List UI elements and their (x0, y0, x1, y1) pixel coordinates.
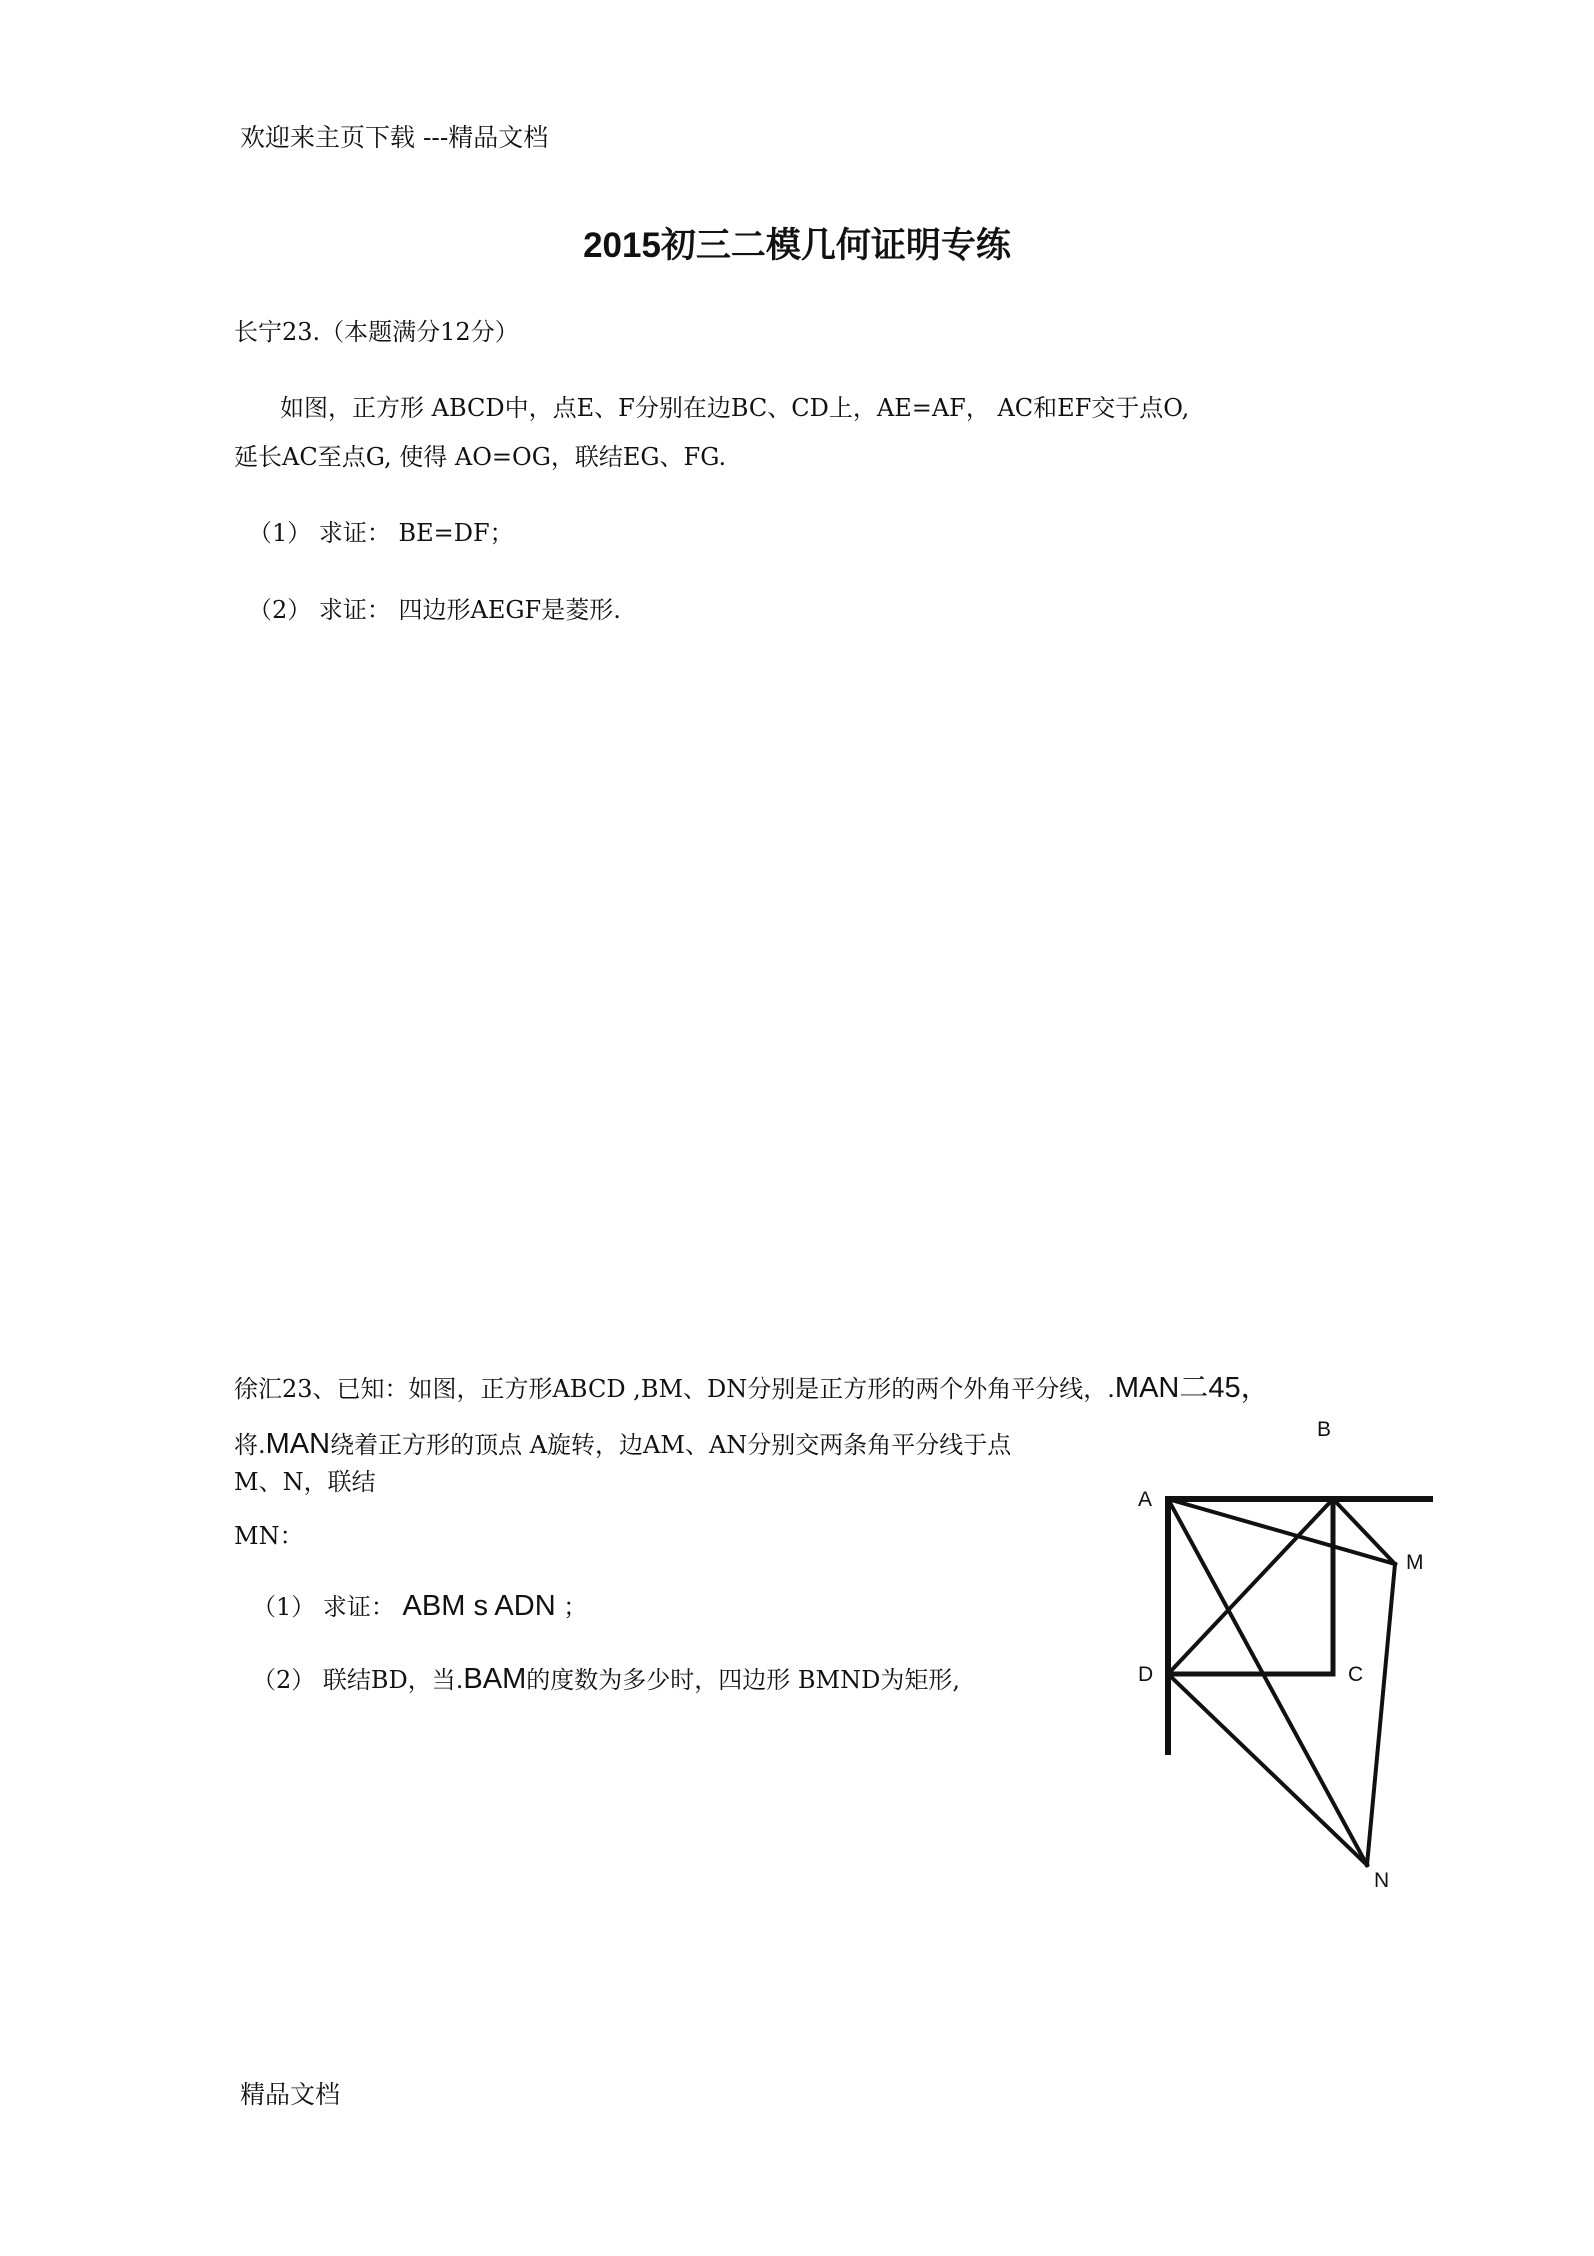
problem2-question1 (252, 1587, 587, 1623)
problem2-question2 (252, 1660, 960, 1696)
label-a: A (1138, 1488, 1153, 1511)
segment-an (1168, 1499, 1367, 1865)
problem2-line2-text: 绕着正方形的顶点 A旋转，边AM、AN分别交两条角平分线于点 (330, 1431, 1012, 1459)
problem1-source: 长宁23.（本题满分12分） (234, 318, 519, 346)
problem1-statement-line1: 如图，正方形 ABCD中，点E、F分别在边BC、CD上，AE=AF， AC和EF交于点O, (280, 394, 1190, 422)
problem2-q2-prefix: （2） 联结BD，当. (252, 1666, 464, 1694)
segment-dn (1168, 1674, 1367, 1865)
problem2-statement-line3: M、N，联结 (234, 1468, 376, 1496)
geometry-figure (1130, 1400, 1450, 1900)
problem2-q1-suffix: ； (563, 1593, 588, 1621)
problem2-q1-prefix: （1） 求证： (252, 1593, 395, 1621)
segment-mn (1367, 1564, 1395, 1865)
problem2-line2-angle: MAN (265, 1428, 331, 1460)
label-d: D (1138, 1663, 1154, 1686)
problem2-statement-line1 (234, 1365, 1270, 1406)
label-c: C (1348, 1663, 1364, 1686)
problem2-q1-similarity: ABM s ADN (402, 1590, 556, 1622)
page-title: 2015初三二模几何证明专练 (583, 226, 1011, 265)
problem1-question2: （2） 求证： 四边形AEGF是菱形. (248, 596, 621, 624)
problem2-line2-prefix: 将. (234, 1431, 266, 1459)
figure-lines (1168, 1499, 1430, 1865)
page-footer: 精品文档 (240, 2080, 341, 2109)
label-n: N (1374, 1869, 1390, 1892)
problem2-statement-line2 (234, 1425, 1011, 1461)
problem2-line1-angle: MAN二45， (1114, 1372, 1270, 1404)
label-m: M (1406, 1551, 1424, 1574)
problem2-q2-suffix: 的度数为多少时，四边形 BMND为矩形, (526, 1666, 960, 1694)
problem2-q2-angle: BAM (463, 1663, 527, 1695)
problem1-question1: （1） 求证： BE=DF； (248, 519, 514, 547)
problem2-statement-line4: MN： (234, 1522, 304, 1550)
problem2-line1-text: 徐汇23、已知：如图，正方形ABCD ,BM、DN分别是正方形的两个外角平分线，. (234, 1375, 1115, 1403)
label-b: B (1317, 1418, 1332, 1441)
page-header: 欢迎来主页下载 ---精品文档 (240, 123, 549, 152)
problem1-statement-line2: 延长AC至点G, 使得 AO=OG，联结EG、FG. (234, 443, 727, 471)
